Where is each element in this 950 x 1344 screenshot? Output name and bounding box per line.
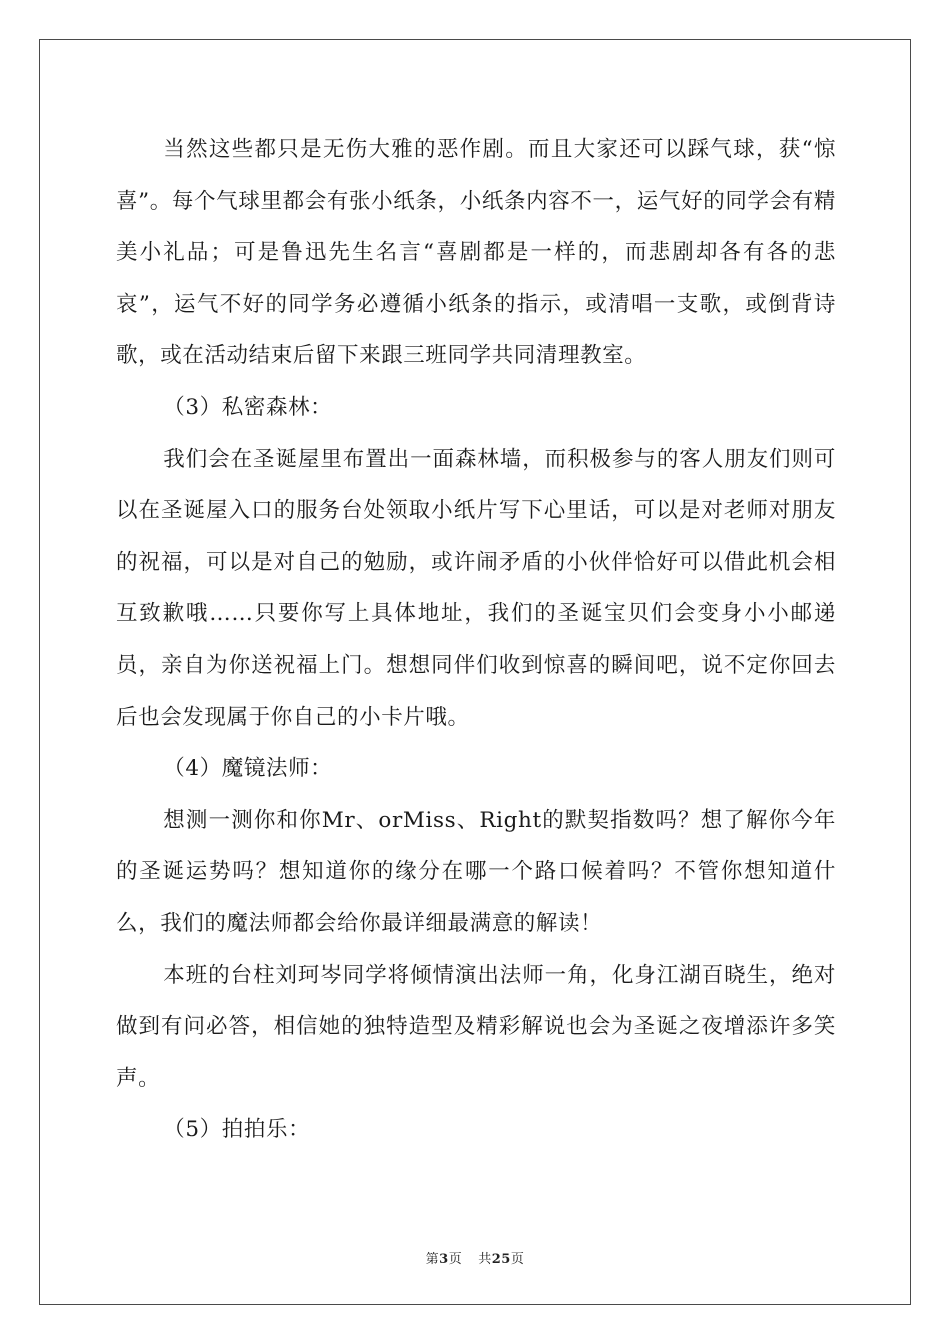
page-footer bbox=[0, 1248, 950, 1267]
footer-page-number: 3 bbox=[439, 1252, 449, 1267]
footer-page-suffix: 页 bbox=[448, 1252, 463, 1267]
paragraph-pranks: 当然这些都只是无伤大雅的恶作剧。而且大家还可以踩气球，获“惊喜”。每个气球里都会有张小纸条，小纸条内容不一，运气好的同学会有精美小礼品；可是鲁迅先生名言“喜剧都是一样的，而悲剧却各有各的悲哀”，运气不好的同学务必遵循小纸条的指示，或清唱一支歌，或倒背诗歌，或在活动结束后留下来跟三班同学共同清理教室。 bbox=[116, 137, 836, 369]
section-heading-secret-forest: （3）私密森林： bbox=[163, 394, 333, 420]
document-body bbox=[116, 124, 836, 1156]
section-heading-magic-mirror: （4）魔镜法师： bbox=[163, 756, 333, 782]
footer-page-prefix: 第 bbox=[425, 1252, 440, 1267]
footer-total-pages: 25 bbox=[491, 1252, 511, 1267]
footer-total-prefix: 共 bbox=[478, 1252, 492, 1267]
paragraph-secret-forest: 我们会在圣诞屋里布置出一面森林墙，而积极参与的客人朋友们则可以在圣诞屋入口的服务台处领取小纸片写下心里话，可以是对老师对朋友的祝福，可以是对自己的勉励，或许闹矛盾的小伙伴恰好可以借此机会相互致歉哦……只要你写上具体地址，我们的圣诞宝贝们会变身小小邮递员，亲自为你送祝福上门。想想同伴们收到惊喜的瞬间吧，说不定你回去后也会发现属于你自己的小卡片哦。 bbox=[116, 446, 836, 730]
section-heading-photo-fun: （5）拍拍乐： bbox=[163, 1117, 311, 1143]
footer-total-suffix: 页 bbox=[510, 1252, 525, 1267]
paragraph-wizard-role: 本班的台柱刘珂岑同学将倾情演出法师一角，化身江湖百晓生，绝对做到有问必答，相信她的独特造型及精彩解说也会为圣诞之夜增添许多笑声。 bbox=[116, 962, 836, 1091]
paragraph-magic-mirror: 想测一测你和你Mr、orMiss、Right的默契指数吗？想了解你今年的圣诞运势吗？想知道你的缘分在哪一个路口候着吗？不管你想知道什么，我们的魔法师都会给你最详细最满意的解读！ bbox=[116, 807, 836, 936]
